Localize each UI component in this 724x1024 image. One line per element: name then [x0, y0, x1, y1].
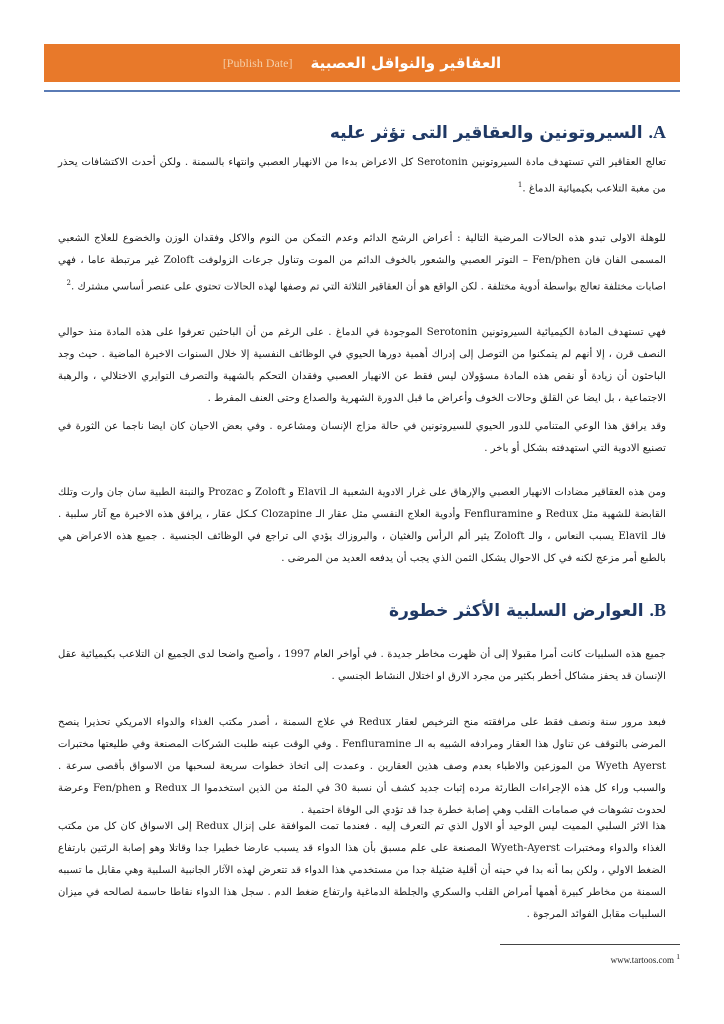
section-a-paragraph-2: للوهلة الاولى تبدو هذه الحالات المرضية التالية : أعراض الرشح الدائم وعدم التمكن من النوم والاكل وفقدان الوزن والخضوع للعلاج الشعبي المسمى الفان فان Fen/phen – التوتر العصبي والشعور بالخوف الدائم من الموت وتناول جرعات الزولوفت Zoloft غير مرتبطة عاما ، فهي اصابات مختلفة تعالج بواسطة أدوية مختلفة . لكن الواقع هو أن العقاقير الثلاثة التي تم وصفها لهذه الحالات تحتوي على عنصر أساسي مشترك .$^2$ [58, 233, 666, 293]
document-title: العقاقير والنواقل العصبية [310, 54, 502, 72]
footnote-ref-2[interactable]: 2 [66, 279, 71, 287]
section-a-paragraph-1: تعالج العقاقير التي تستهدف مادة السيروتونين Serotonin كل الاعراض بدءا من الانهيار العصبي وانتهاء بالسمنة . ولكن أحدث الاكتشافات يحذر من مغبة التلاعب بكيميائية الدماغ .$^1$ [58, 157, 666, 195]
section-a-title: السيروتونين والعقاقير التى تؤثر عليه [329, 123, 643, 143]
footnote-link[interactable]: www.tartoos.com [610, 955, 674, 965]
section-a-heading [330, 122, 666, 143]
header-banner [44, 44, 680, 82]
publish-date-field[interactable]: [Publish Date] [222, 55, 293, 70]
footnote [611, 952, 680, 965]
section-b-title: العوارض السلبية الأكثر خطورة [389, 601, 644, 621]
section-b-heading [389, 600, 666, 621]
section-b-paragraph-2: فبعد مرور سنة ونصف فقط على مرافقته منح الترخيص لعقار Redux في علاج السمنة ، أصدر مكتب الغذاء والدواء الامريكي تحذيرا ينصح المرضى بالتوقف عن تناول هذا العقار ومرادفه الشبيه به الـ Fenfluramine . وفي الوقت عينه طلبت الشركات المصنعة وفي طليعتها مختبرات Wyeth Ayerst من الموزعين والاطباء بعدم وصف هذين العقارين . وعمدت إلى اتخاذ خطوات سريعة لسحبها من الاسواق بأقصى سرعة . والسبب وراء كل هذه الإجراءات الطارئة مرده إثبات جديد كشف أن نسبة 30 في المئة من الذين استخدموا الـ Redux و Fen/phen وعرضة لحدوث تشوهات في صمامات القلب وهي إصابة خطرة جدا قد تؤدي الى الوفاة احتمية . [58, 717, 666, 816]
section-a-letter: A. [648, 122, 666, 142]
section-a-paragraph-4: وقد يرافق هذا الوعي المتنامي للدور الحيوي للسيروتونين في حالة مزاج الإنسان ومشاعره . وفي بعض الاحيان كان ايضا ناجما عن الثورة في تصنيع الادوية التي استهدفته بشكل أو باخر . [58, 421, 666, 454]
section-b-letter: B. [649, 600, 666, 620]
section-b-paragraph-3: هذا الاثر السلبي المميت ليس الوحيد أو الاول الذي تم التعرف إليه . فعندما تمت الموافقة على إنزال Redux إلى الاسواق كان كل من مكتب الغذاء والدواء ومختبرات Wyeth-Ayerst المصنعة على علم مسبق بأن هذا الدواء قد يسبب عارضا خطيرا جدا وقاتلا وهو إصابة الرئتين بارتفاع الضغط الاولي ، ولكن بما أنه بدا في حينه أن أقلية ضئيلة جدا من مستخدمي هذا الدواء قد تتعرض لهذه الآثار الجانبية السلبية وهي مقابل ما تسببه السمنة من مخاطر كبيرة أهمها أمراض القلب والسكري والجلطة الدماغية وارتفاع ضغط الدم . سجل هذا الدواء نقاطا حاسمة لصالحه في ميزان السلبيات مقابل الفوائد المرجوة . [58, 821, 667, 920]
header-divider [44, 90, 680, 92]
footnote-mark: 1 [676, 952, 680, 961]
section-b-paragraph-1: جميع هذه السلبيات كانت أمرا مقبولا إلى أن ظهرت مخاطر جديدة . في أواخر العام 1997 ، وأصبح واضحا لدى الجميع ان التلاعب بكيميائية عقل الإنسان قد يحفز مشاكل أخطر بكثير من مجرد الارق او اختلال النشاط الجنسي . [58, 649, 666, 682]
footnote-divider [500, 944, 680, 945]
footnote-ref-1[interactable]: 1 [517, 181, 523, 189]
section-a-paragraph-3: فهي تستهدف المادة الكيميائية السيروتونين Serotonin الموجودة في الدماغ . على الرغم من أن الباحثين تعرفوا على هذه المادة منذ حوالي النصف قرن ، إلا أنهم لم يتمكنوا من التوصل إلى إدراك أهمية دورها الحيوي في الوظائف النفسية إلا خلال السنوات الاخيرة الماضية . حيث وجد الباحثون أن زيادة أو نقص هذه المادة مسؤولان ليس فقط عن الانهيار العصبي وفقدان التحكم بالشهية والتصرف التوايري الاختلالي ، والرهبة الاجتماعية ، بل ايضا عن القلق وحالات الخوف وأعراض ما قبل الدورة الشهرية والصداع وحتى العنف المفرط . [58, 327, 666, 404]
section-a-paragraph-5: ومن هذه العقاقير مضادات الانهيار العصبي والإرهاق على غرار الادوية الشعبية الـ Elavil و Zoloft و Prozac والنبتة الطبية سان جان وارت وتلك القابضة للشهية مثل Redux و Fenfluramine وأدوية العلاج النفسي مثل عقار الـ Clozapine كـكل عقار ، يرافق هذه الاخيرة مع آثار سلبية . فالـ Elavil يسبب النعاس ، والـ Zoloft يثير ألم الرأس والغثيان ، والبروزاك يؤدي الى تراجع في الوظائف الجنسية . جميع هذه الاعراض هي بالطبع أمر مزعج لكنه في كل الاحوال يشكل الثمن الذي يجب أن يدفعه العديد من المرضى . [58, 487, 666, 564]
